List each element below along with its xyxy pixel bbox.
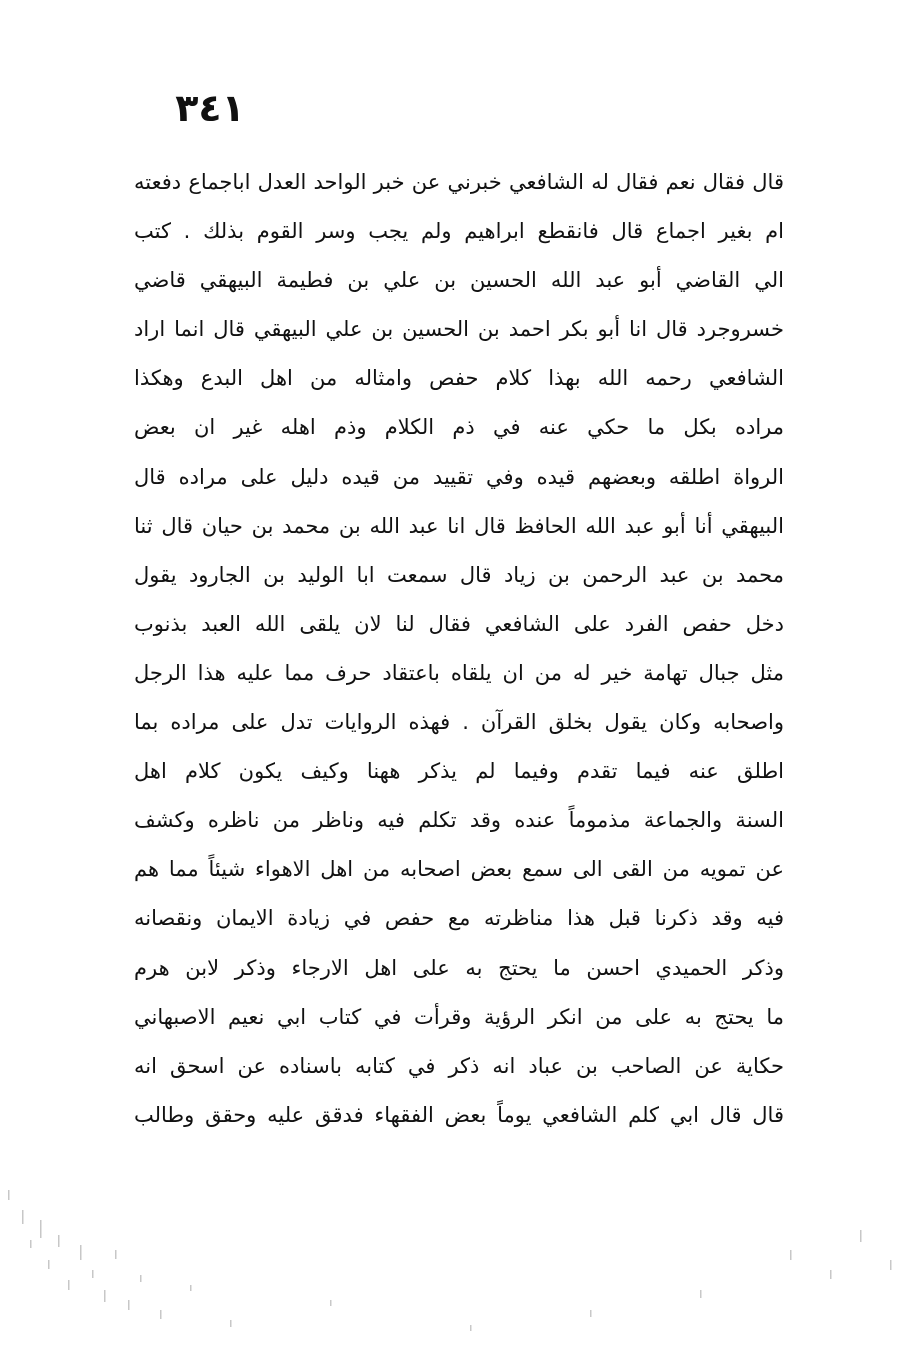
text-line-11: مثل جبال تهامة خير له من ان يلقاه باعتقاد حرف مما عليه هذا الرجل — [134, 660, 784, 685]
text-line-16: فيه وقد ذكرنا قبل هذا مناظرته مع حفص في زيادة الايمان ونقصانه — [134, 906, 784, 931]
text-line-17: وذكر الحميدي احسن ما يحتج به على اهل الارجاء وذكر لابن هرم — [134, 955, 784, 980]
text-line-14: السنة والجماعة مذموماً عنده وقد تكلم فيه وناظر من ناظره وكشف — [134, 808, 784, 833]
text-line-9: محمد بن عبد الرحمن بن زياد قال سمعت ابا الوليد بن الجارود يقول — [134, 562, 784, 587]
text-line-3: الي القاضي أبو عبد الله الحسين بن علي بن فطيمة البيهقي قاضي — [134, 268, 784, 293]
text-line-6: مراده بكل ما حكي عنه في ذم الكلام وذم اهله غير ان بعض — [134, 415, 784, 440]
text-line-20: قال قال ابي كلم الشافعي يوماً بعض الفقهاء فدقق عليه وحقق وطالب — [134, 1102, 784, 1127]
text-line-10: دخل حفص الفرد على الشافعي فقال لنا لان يلقى الله العبد بذنوب — [134, 611, 784, 636]
text-line-19: حكاية عن الصاحب بن عباد انه ذكر في كتابه باسناده عن اسحق انه — [134, 1053, 784, 1078]
text-line-1: قال فقال نعم فقال له الشافعي خبرني عن خبر الواحد العدل اباجماع دفعته — [134, 170, 784, 194]
text-line-5: الشافعي رحمه الله بهذا كلام حفص وامثاله من اهل البدع وهكذا — [134, 366, 784, 391]
page-number: ٣٤١ — [175, 86, 245, 130]
text-line-15: عن تمويه من القى الى سمع بعض اصحابه من اهل الاهواء شيئاً مما هم — [134, 857, 784, 882]
text-line-8: البيهقي أنا أبو عبد الله الحافظ قال انا عبد الله بن محمد بن حيان قال ثنا — [134, 513, 784, 538]
body-text — [134, 158, 784, 1140]
text-line-18: ما يحتج به على من انكر الرؤية وقرأت في كتاب ابي نعيم الاصبهاني — [134, 1004, 784, 1029]
scan-noise — [0, 1150, 909, 1362]
text-line-12: واصحابه وكان يقول بخلق القرآن . فهذه الروايات تدل على مراده بما — [134, 710, 784, 735]
text-line-2: ام بغير اجماع قال فانقطع ابراهيم ولم يجب وسر القوم بذلك . كتب — [134, 219, 784, 244]
text-line-4: خسروجرد قال انا أبو بكر احمد بن الحسين بن علي البيهقي قال انما اراد — [134, 317, 784, 342]
text-line-7: الرواة اطلقه وبعضهم قيده وفي تقييد من قيده دليل على مراده قال — [134, 464, 784, 489]
text-line-13: اطلق عنه فيما تقدم وفيما لم يذكر ههنا وكيف يكون كلام اهل — [134, 759, 784, 784]
